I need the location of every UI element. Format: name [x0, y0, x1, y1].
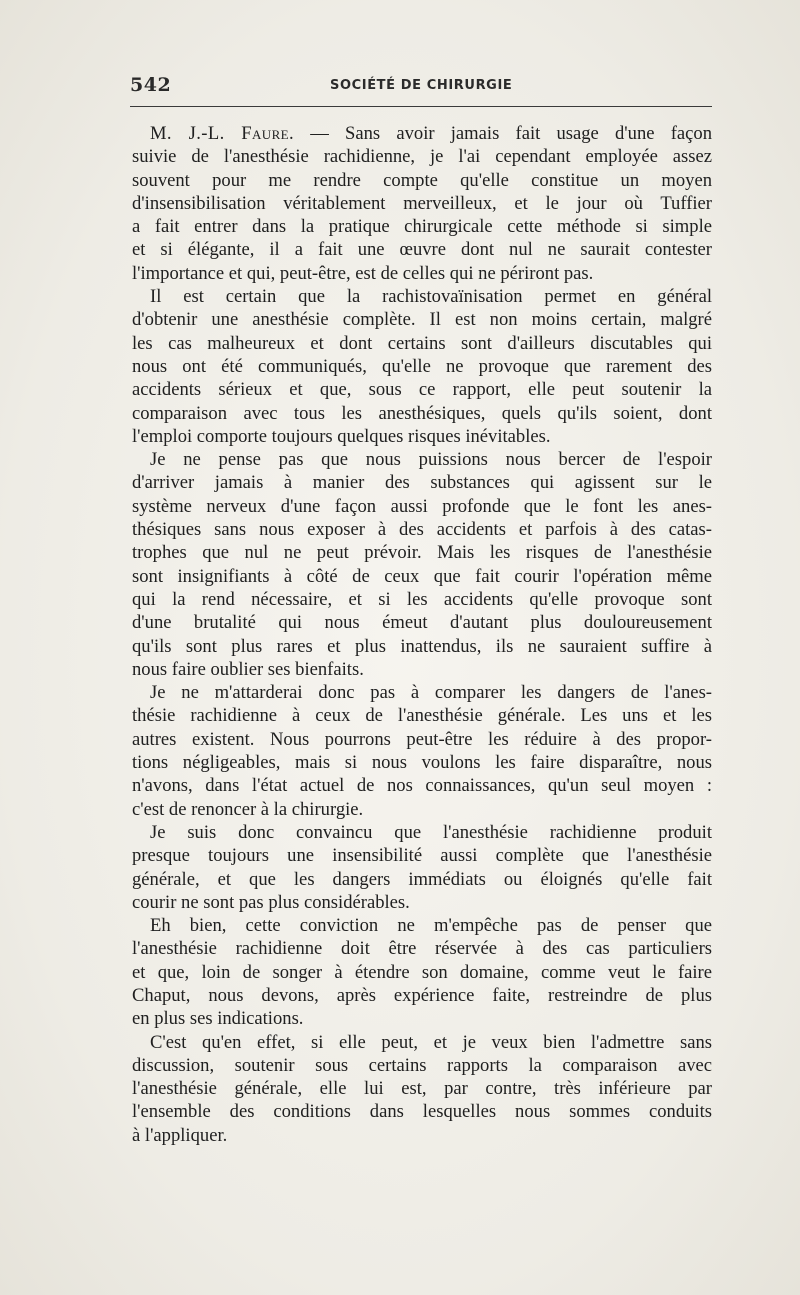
text-line: [132, 728, 712, 751]
header-rule: [130, 106, 712, 107]
text-line: [132, 681, 712, 704]
text-line: [132, 635, 712, 658]
text-line: [132, 1077, 712, 1100]
line-text: thésiques sans nous exposer à des accidents et parfois à des catas-: [132, 519, 712, 541]
line-text: C'est qu'en effet, si elle peut, et je veux bien l'admettre sans: [150, 1031, 712, 1053]
running-title: SOCIÉTÉ DE CHIRURGIE: [330, 78, 513, 93]
line-text: et si élégante, il a fait une œuvre dont nul ne saurait contester: [132, 239, 712, 261]
line-text: a fait entrer dans la pratique chirurgicale cette méthode si simple: [132, 216, 712, 238]
text-line: [132, 541, 712, 564]
line-text: l'emploi comporte toujours quelques risques inévitables.: [132, 425, 551, 447]
text-line: [132, 169, 712, 192]
text-line: [132, 122, 712, 145]
text-line: [132, 588, 712, 611]
line-text: n'avons, dans l'état actuel de nos connaissances, qu'un seul moyen :: [132, 775, 712, 797]
text-line: [132, 1007, 712, 1030]
line-text: accidents sérieux et que, sous ce rapport, elle peut soutenir la: [132, 379, 712, 401]
line-text: nous ont été communiqués, qu'elle ne provoque que rarement des: [132, 355, 712, 377]
line-text: — Sans avoir jamais fait usage d'une façon: [310, 123, 712, 144]
text-line: [132, 1100, 712, 1123]
text-line: [132, 378, 712, 401]
line-text: comparaison avec tous les anesthésiques, quels qu'ils soient, dont: [132, 402, 712, 424]
text-line: [132, 192, 712, 215]
line-text: les cas malheureux et dont certains sont d'ailleurs discutables qui: [132, 332, 712, 354]
text-line: [132, 937, 712, 960]
line-text: l'anesthésie rachidienne doit être réservée à des cas particuliers: [132, 938, 712, 960]
text-line: [132, 471, 712, 494]
paragraph: [132, 821, 712, 914]
author-name: M. J.-L. Faure.: [150, 123, 295, 144]
line-text: d'arriver jamais à manier des substances qui agissent sur le: [132, 472, 712, 494]
line-text: trophes que nul ne peut prévoir. Mais les risques de l'anesthésie: [132, 542, 712, 564]
line-text: tions négligeables, mais si nous voulons les faire disparaître, nous: [132, 752, 712, 774]
line-text: à l'appliquer.: [132, 1124, 228, 1146]
line-text: Chaput, nous devons, après expérience faite, restreindre de plus: [132, 984, 712, 1006]
line-text: discussion, soutenir sous certains rapports la comparaison avec: [132, 1054, 712, 1076]
text-line: [132, 402, 712, 425]
line-text: thésie rachidienne à ceux de l'anesthésie générale. Les uns et les: [132, 705, 712, 727]
line-text: Je ne pense pas que nous puissions nous bercer de l'espoir: [150, 449, 712, 471]
text-line: [132, 611, 712, 634]
line-text: système nerveux d'une façon aussi profonde que le font les anes-: [132, 495, 712, 517]
line-text: en plus ses indications.: [132, 1008, 304, 1030]
text-line: [132, 751, 712, 774]
line-text: c'est de renoncer à la chirurgie.: [132, 798, 364, 820]
text-line: [132, 914, 712, 937]
paragraph: [132, 122, 712, 285]
text-line: [132, 238, 712, 261]
line-text: qui la rend nécessaire, et si les accidents qu'elle provoque sont: [132, 588, 712, 610]
line-text: Il est certain que la rachistovaïnisation permet en général: [150, 286, 712, 308]
text-line: [132, 518, 712, 541]
text-line: [132, 425, 712, 448]
line-text: d'obtenir une anesthésie complète. Il est non moins certain, malgré: [132, 309, 712, 331]
line-text: et que, loin de songer à étendre son domaine, comme veut le faire: [132, 961, 712, 983]
text-line: [132, 798, 712, 821]
line-text: l'ensemble des conditions dans lesquelles nous sommes conduits: [132, 1101, 712, 1123]
text-line: [132, 145, 712, 168]
line-text: d'insensibilisation véritablement merveilleux, et le jour où Tuffier: [132, 192, 712, 214]
line-text: qu'ils sont plus rares et plus inattendus, ils ne sauraient suffire à: [132, 635, 712, 657]
line-text: l'importance et qui, peut-être, est de celles qui ne périront pas.: [132, 262, 594, 284]
page-header: [130, 70, 712, 100]
paragraph: [132, 285, 712, 448]
text-line: [132, 984, 712, 1007]
paragraph: [132, 1031, 712, 1147]
text-line: [132, 704, 712, 727]
line-text: suivie de l'anesthésie rachidienne, je l'ai cependant employée assez: [132, 146, 712, 168]
paragraph: [132, 681, 712, 821]
text-line: [132, 658, 712, 681]
text-line: [132, 1054, 712, 1077]
text-line: [132, 891, 712, 914]
line-text: courir ne sont pas plus considérables.: [132, 891, 410, 913]
paragraph: [132, 914, 712, 1030]
text-line: [132, 332, 712, 355]
text-line: [132, 565, 712, 588]
text-line: [132, 961, 712, 984]
line-text: Je suis donc convaincu que l'anesthésie rachidienne produit: [150, 821, 712, 843]
line-text: presque toujours une insensibilité aussi complète que l'anesthésie: [132, 845, 712, 867]
line-text: Eh bien, cette conviction ne m'empêche pas de penser que: [150, 915, 712, 937]
text-line: [132, 285, 712, 308]
text-line: [132, 308, 712, 331]
line-text: nous faire oublier ses bienfaits.: [132, 658, 364, 680]
line-text: souvent pour me rendre compte qu'elle constitue un moyen: [132, 169, 712, 191]
text-line: [132, 1031, 712, 1054]
text-line: [132, 215, 712, 238]
page-number: 542: [130, 74, 172, 96]
line-text: Je ne m'attarderai donc pas à comparer les dangers de l'anes-: [150, 682, 712, 704]
text-line: [132, 262, 712, 285]
text-line: [132, 355, 712, 378]
line-text: sont insignifiants à côté de ceux que fait courir l'opération même: [132, 565, 712, 587]
line-text: d'une brutalité qui nous émeut d'autant plus douloureusement: [132, 612, 712, 634]
paragraph: [132, 448, 712, 681]
text-line: [132, 821, 712, 844]
body-text: [132, 122, 712, 1147]
line-text: l'anesthésie générale, elle lui est, par contre, très inférieure par: [132, 1078, 712, 1100]
text-line: [132, 495, 712, 518]
text-line: [132, 774, 712, 797]
text-line: [132, 448, 712, 471]
text-line: [132, 1124, 712, 1147]
line-text: générale, et que les dangers immédiats ou éloignés qu'elle fait: [132, 868, 712, 890]
text-line: [132, 844, 712, 867]
text-line: [132, 868, 712, 891]
line-text: autres existent. Nous pourrons peut-être les réduire à des propor-: [132, 728, 712, 750]
